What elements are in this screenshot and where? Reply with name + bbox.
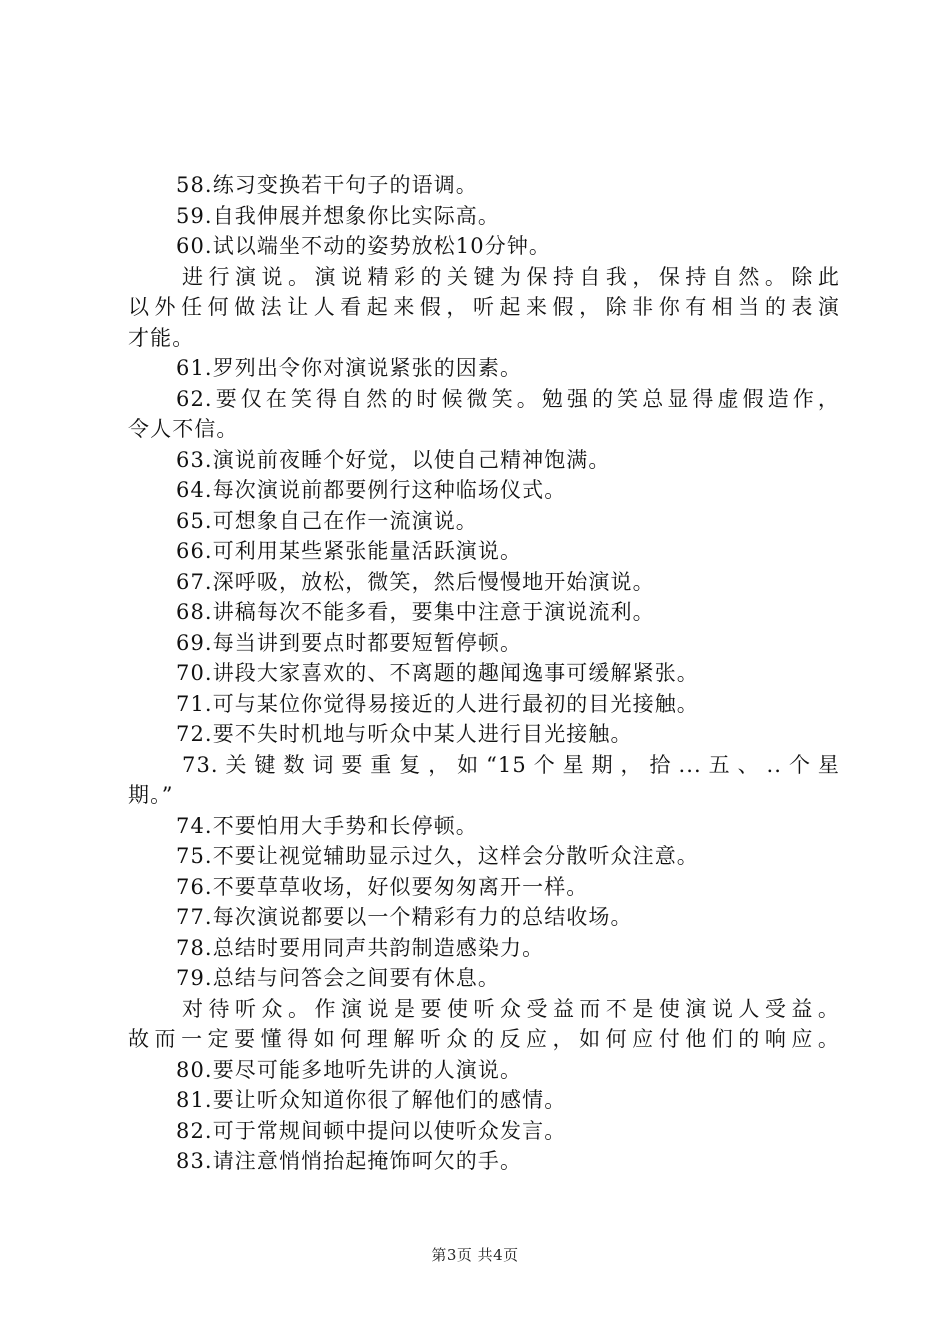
page-number-footer: 第3页 共4页 bbox=[431, 1246, 519, 1264]
list-item-75: 75.不要让视觉辅助显示过久，这样会分散听众注意。 bbox=[176, 844, 699, 868]
page-body bbox=[128, 170, 840, 1177]
list-item-73: 73.关键数词要重复，如“15个星期，拾...五、..个星 bbox=[182, 752, 840, 777]
list-item-65: 65.可想象自己在作一流演说。 bbox=[176, 508, 478, 533]
list-item-79: 79.总结与问答会之间要有休息。 bbox=[176, 966, 500, 990]
list-item-72: 72.要不失时机地与听众中某人进行目光接触。 bbox=[176, 722, 633, 746]
list-item-81: 81.要让听众知道你很了解他们的感情。 bbox=[176, 1088, 567, 1112]
list-item-58: 58.练习变换若干句子的语调。 bbox=[176, 173, 478, 197]
list-item-76: 76.不要草草收场，好似要匆匆离开一样。 bbox=[176, 874, 589, 899]
list-item-60: 60.试以端坐不动的姿势放松10分钟。 bbox=[176, 234, 552, 258]
list-item-71: 71.可与某位你觉得易接近的人进行最初的目光接触。 bbox=[176, 691, 699, 716]
list-item-66: 66.可利用某些紧张能量活跃演说。 bbox=[176, 539, 523, 563]
list-item-68: 68.讲稿每次不能多看，要集中注意于演说流利。 bbox=[176, 600, 655, 624]
paragraph-speech-line-2: 以外任何做法让人看起来假，听起来假，除非你有相当的表演 bbox=[128, 295, 840, 319]
list-item-64: 64.每次演说前都要例行这种临场仪式。 bbox=[176, 478, 567, 502]
paragraph-speech-line-1: 进行演说。演说精彩的关键为保持自我，保持自然。除此 bbox=[182, 264, 840, 289]
paragraph-speech-line-3: 才能。 bbox=[128, 325, 195, 350]
list-item-62: 62.要仅在笑得自然的时候微笑。勉强的笑总显得虚假造作， bbox=[176, 386, 840, 411]
list-item-77: 77.每次演说都要以一个精彩有力的总结收场。 bbox=[176, 905, 633, 929]
paragraph-audience-line-1: 对待听众。作演说是要使听众受益而不是使演说人受益。 bbox=[182, 996, 840, 1021]
list-item-82: 82.可于常规间顿中提问以使听众发言。 bbox=[176, 1118, 567, 1143]
list-item-73-continuation: 期。” bbox=[128, 783, 174, 807]
list-item-74: 74.不要怕用大手势和长停顿。 bbox=[176, 813, 478, 838]
list-item-63: 63.演说前夜睡个好觉，以使自己精神饱满。 bbox=[176, 447, 611, 472]
list-item-62-continuation: 令人不信。 bbox=[128, 417, 239, 441]
list-item-69: 69.每当讲到要点时都要短暂停顿。 bbox=[176, 630, 523, 655]
list-item-83: 83.请注意悄悄抬起掩饰呵欠的手。 bbox=[176, 1149, 523, 1173]
paragraph-audience-line-2: 故而一定要懂得如何理解听众的反应，如何应付他们的响应。 bbox=[128, 1027, 840, 1051]
list-item-80: 80.要尽可能多地听先讲的人演说。 bbox=[176, 1057, 523, 1082]
list-item-59: 59.自我伸展并想象你比实际高。 bbox=[176, 203, 500, 228]
list-item-78: 78.总结时要用同声共韵制造感染力。 bbox=[176, 935, 545, 960]
list-item-61: 61.罗列出令你对演说紧张的因素。 bbox=[176, 356, 523, 380]
list-item-67: 67.深呼吸，放松，微笑，然后慢慢地开始演说。 bbox=[176, 569, 655, 594]
list-item-70: 70.讲段大家喜欢的、不离题的趣闻逸事可缓解紧张。 bbox=[176, 661, 699, 685]
